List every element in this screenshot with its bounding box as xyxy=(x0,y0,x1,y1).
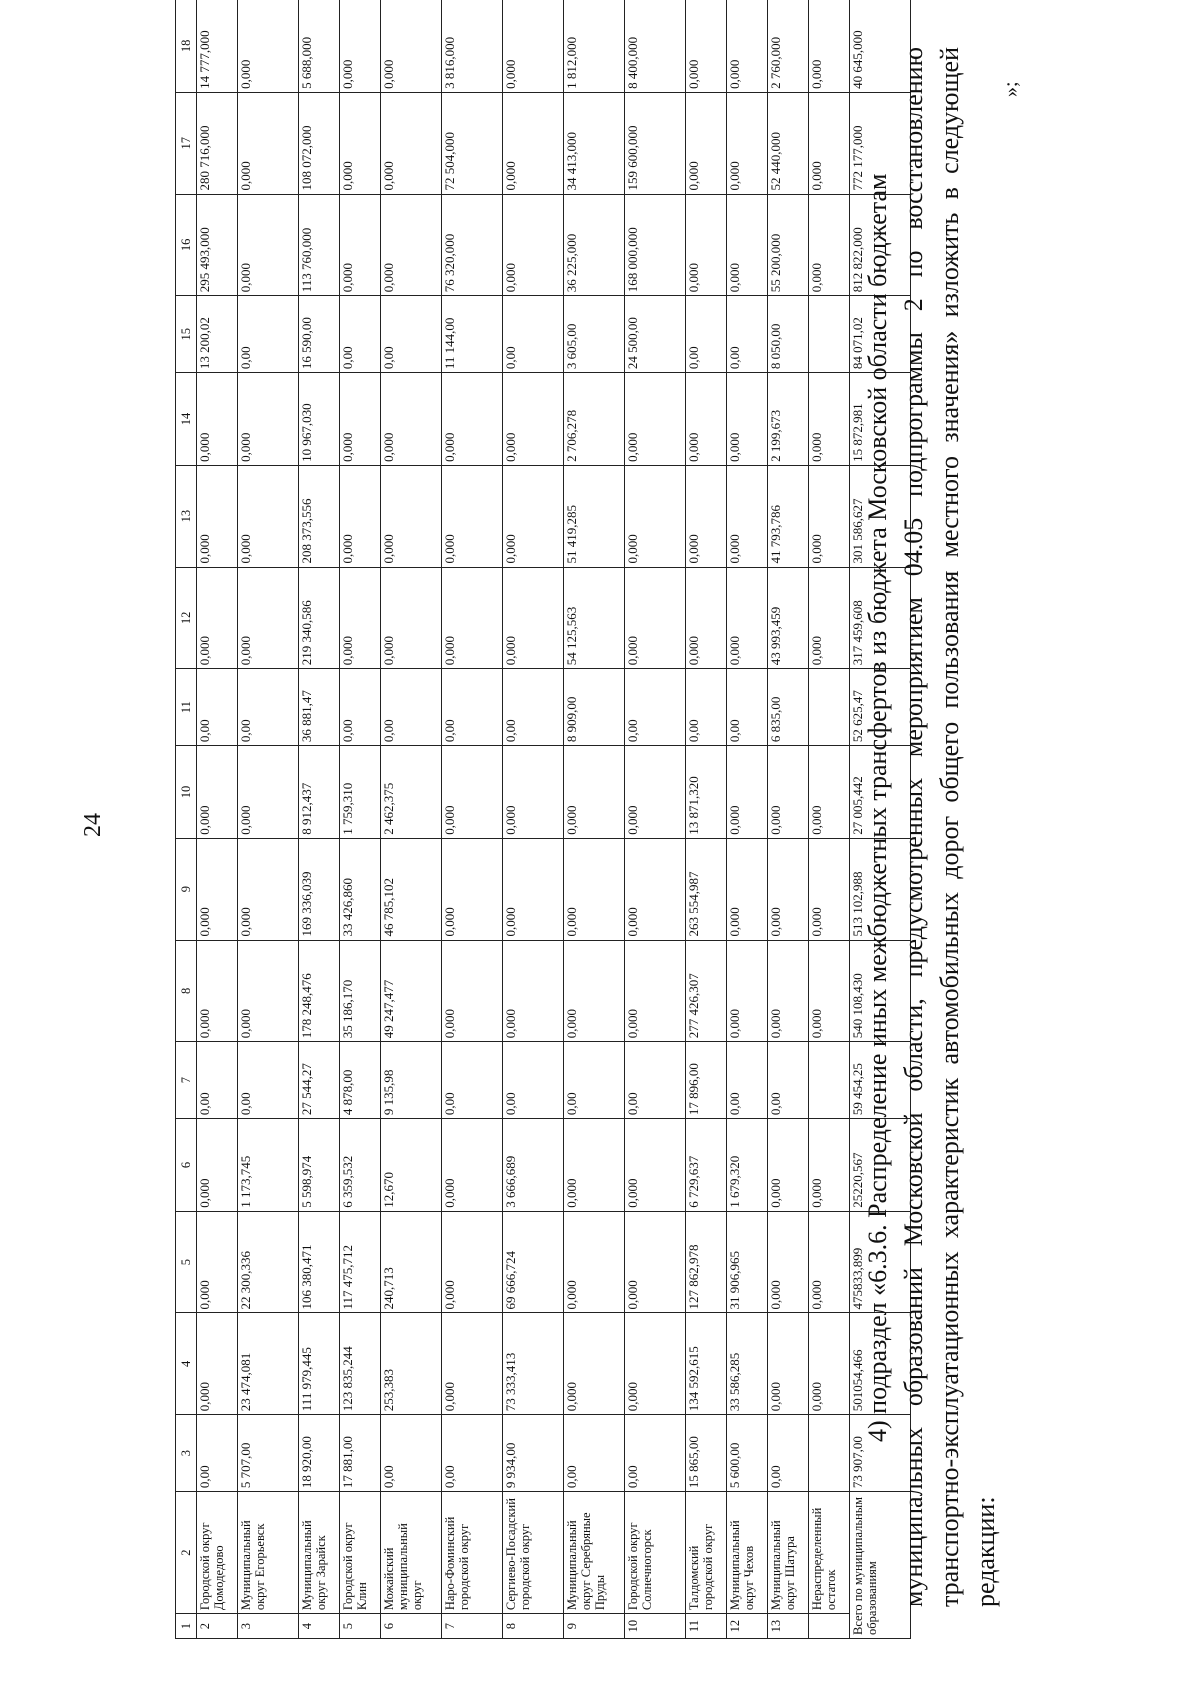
value-cell: 0,000 xyxy=(564,838,625,940)
row-name: Муниципальный округ Чехов xyxy=(727,1492,768,1614)
value-cell: 22 300,336 xyxy=(238,1211,299,1313)
value-cell: 0,00 xyxy=(381,669,442,746)
value-cell: 0,000 xyxy=(340,194,381,296)
value-cell: 0,000 xyxy=(340,0,381,92)
table-row xyxy=(381,0,442,1639)
column-number-header: 10 xyxy=(176,746,197,839)
value-cell: 0,00 xyxy=(727,669,768,746)
value-cell: 0,000 xyxy=(503,940,564,1042)
value-cell: 0,00 xyxy=(564,1415,625,1492)
value-cell: 1 812,000 xyxy=(564,0,625,92)
value-cell: 0,000 xyxy=(625,1313,686,1415)
table-container xyxy=(175,0,911,1639)
value-cell: 0,000 xyxy=(686,92,727,194)
closing-quote-mark: »; xyxy=(1000,81,1022,97)
value-cell: 0,00 xyxy=(442,1042,503,1119)
value-cell: 123 835,244 xyxy=(340,1313,381,1415)
value-cell: 0,000 xyxy=(625,373,686,466)
row-name: Наро-Фоминский городской округ xyxy=(442,1492,503,1614)
value-cell: 0,000 xyxy=(809,1119,850,1212)
column-number-header: 2 xyxy=(176,1492,197,1614)
value-cell: 46 785,102 xyxy=(381,838,442,940)
value-cell: 0,000 xyxy=(238,746,299,839)
value-cell: 3 816,000 xyxy=(442,0,503,92)
row-number: 2 xyxy=(197,1614,238,1639)
value-cell xyxy=(809,1042,850,1119)
value-cell: 0,000 xyxy=(238,92,299,194)
value-cell: 0,000 xyxy=(625,1211,686,1313)
value-cell: 0,000 xyxy=(503,194,564,296)
value-cell: 1 679,320 xyxy=(727,1119,768,1212)
value-cell: 0,000 xyxy=(340,567,381,669)
value-cell: 0,000 xyxy=(727,567,768,669)
value-cell: 0,000 xyxy=(442,1119,503,1212)
value-cell: 0,000 xyxy=(442,746,503,839)
row-name: Городской округ Солнечногорск xyxy=(625,1492,686,1614)
value-cell: 55 200,000 xyxy=(768,194,809,296)
table-row xyxy=(299,0,340,1639)
column-number-header: 6 xyxy=(176,1119,197,1212)
row-name: Нераспределенный остаток xyxy=(809,1492,850,1614)
value-cell: 2 706,278 xyxy=(564,373,625,466)
value-cell: 8 400,000 xyxy=(625,0,686,92)
value-cell: 0,000 xyxy=(809,1211,850,1313)
value-cell: 0,000 xyxy=(809,92,850,194)
row-number: 11 xyxy=(686,1614,727,1639)
page-number: 24 xyxy=(80,813,106,837)
value-cell: 219 340,586 xyxy=(299,567,340,669)
table-row xyxy=(625,0,686,1639)
value-cell: 0,00 xyxy=(686,669,727,746)
column-number-header: 17 xyxy=(176,92,197,194)
value-cell: 0,000 xyxy=(238,194,299,296)
value-cell: 0,000 xyxy=(197,1119,238,1212)
value-cell: 0,000 xyxy=(809,194,850,296)
value-cell: 0,000 xyxy=(768,1313,809,1415)
value-cell: 0,000 xyxy=(238,838,299,940)
value-cell: 0,000 xyxy=(727,0,768,92)
value-cell: 117 475,712 xyxy=(340,1211,381,1313)
value-cell: 2 199,673 xyxy=(768,373,809,466)
value-cell: 0,000 xyxy=(197,1313,238,1415)
value-cell: 49 247,477 xyxy=(381,940,442,1042)
row-number xyxy=(809,1614,850,1639)
value-cell: 280 716,000 xyxy=(197,92,238,194)
value-cell: 72 504,000 xyxy=(442,92,503,194)
row-number: 5 xyxy=(340,1614,381,1639)
value-cell: 0,000 xyxy=(503,92,564,194)
value-cell: 25220,567 xyxy=(850,1119,911,1212)
value-cell: 0,000 xyxy=(727,194,768,296)
column-number-header: 16 xyxy=(176,194,197,296)
paragraph-first-line: 4) подраздел «6.3.6. Распределение иных межбюджетных трансфертов из бюджета Московской области бюджетам xyxy=(863,173,892,1442)
row-number: 7 xyxy=(442,1614,503,1639)
value-cell: 0,000 xyxy=(625,1119,686,1212)
value-cell: 0,000 xyxy=(442,567,503,669)
value-cell: 5 598,974 xyxy=(299,1119,340,1212)
value-cell: 301 586,627 xyxy=(850,465,911,567)
column-number-header: 14 xyxy=(176,373,197,466)
value-cell: 9 135,98 xyxy=(381,1042,442,1119)
value-cell: 13 871,320 xyxy=(686,746,727,839)
value-cell: 277 426,307 xyxy=(686,940,727,1042)
value-cell: 0,000 xyxy=(381,0,442,92)
value-cell: 0,00 xyxy=(340,669,381,746)
value-cell: 127 862,978 xyxy=(686,1211,727,1313)
column-number-header: 11 xyxy=(176,669,197,746)
value-cell: 113 760,000 xyxy=(299,194,340,296)
value-cell: 0,00 xyxy=(381,1415,442,1492)
value-cell: 69 666,724 xyxy=(503,1211,564,1313)
value-cell: 6 835,00 xyxy=(768,669,809,746)
row-name: Муниципальный округ Зарайск xyxy=(299,1492,340,1614)
value-cell: 0,000 xyxy=(727,92,768,194)
value-cell xyxy=(809,669,850,746)
value-cell: 54 125,563 xyxy=(564,567,625,669)
row-name: Талдомский городской округ xyxy=(686,1492,727,1614)
value-cell: 0,000 xyxy=(238,373,299,466)
value-cell: 24 500,00 xyxy=(625,296,686,373)
value-cell: 10 967,030 xyxy=(299,373,340,466)
value-cell: 33 586,285 xyxy=(727,1313,768,1415)
value-cell: 41 793,786 xyxy=(768,465,809,567)
value-cell: 0,000 xyxy=(381,567,442,669)
value-cell: 0,00 xyxy=(503,669,564,746)
value-cell: 0,000 xyxy=(197,465,238,567)
table-row xyxy=(340,0,381,1639)
value-cell: 0,000 xyxy=(727,838,768,940)
value-cell: 17 896,00 xyxy=(686,1042,727,1119)
value-cell: 8 909,00 xyxy=(564,669,625,746)
value-cell: 27 005,442 xyxy=(850,746,911,839)
value-cell: 0,000 xyxy=(686,0,727,92)
value-cell: 0,000 xyxy=(381,194,442,296)
value-cell: 5 688,000 xyxy=(299,0,340,92)
column-number-header: 1 xyxy=(176,1614,197,1639)
row-name: Всего по муниципальным образованиям xyxy=(850,1492,911,1639)
column-number-header: 13 xyxy=(176,465,197,567)
value-cell: 263 554,987 xyxy=(686,838,727,940)
value-cell: 33 426,860 xyxy=(340,838,381,940)
row-number: 10 xyxy=(625,1614,686,1639)
row-number: 13 xyxy=(768,1614,809,1639)
value-cell: 0,000 xyxy=(503,567,564,669)
value-cell: 31 906,965 xyxy=(727,1211,768,1313)
value-cell: 9 934,00 xyxy=(503,1415,564,1492)
value-cell: 111 979,445 xyxy=(299,1313,340,1415)
value-cell: 51 419,285 xyxy=(564,465,625,567)
value-cell: 0,00 xyxy=(381,296,442,373)
value-cell: 0,000 xyxy=(625,567,686,669)
value-cell: 0,000 xyxy=(442,465,503,567)
value-cell: 6 359,532 xyxy=(340,1119,381,1212)
value-cell: 0,000 xyxy=(625,940,686,1042)
value-cell: 0,000 xyxy=(503,746,564,839)
column-number-header: 3 xyxy=(176,1415,197,1492)
column-number-header: 8 xyxy=(176,940,197,1042)
value-cell: 0,00 xyxy=(340,296,381,373)
value-cell: 0,000 xyxy=(809,838,850,940)
value-cell: 6 729,637 xyxy=(686,1119,727,1212)
column-number-header: 15 xyxy=(176,296,197,373)
value-cell: 0,00 xyxy=(564,1042,625,1119)
value-cell: 0,000 xyxy=(768,1211,809,1313)
column-number-header: 4 xyxy=(176,1313,197,1415)
value-cell: 0,00 xyxy=(238,669,299,746)
value-cell: 0,000 xyxy=(197,373,238,466)
value-cell: 0,00 xyxy=(768,1042,809,1119)
value-cell: 0,00 xyxy=(625,1415,686,1492)
value-cell: 0,00 xyxy=(442,1415,503,1492)
value-cell: 0,000 xyxy=(442,1211,503,1313)
value-cell: 16 590,00 xyxy=(299,296,340,373)
value-cell: 0,000 xyxy=(686,373,727,466)
value-cell: 106 380,471 xyxy=(299,1211,340,1313)
row-number: 9 xyxy=(564,1614,625,1639)
value-cell: 812 822,000 xyxy=(850,194,911,296)
row-number: 12 xyxy=(727,1614,768,1639)
value-cell: 0,000 xyxy=(809,1313,850,1415)
value-cell: 0,000 xyxy=(381,373,442,466)
value-cell: 0,000 xyxy=(727,373,768,466)
value-cell: 0,000 xyxy=(197,1211,238,1313)
value-cell: 0,00 xyxy=(625,669,686,746)
value-cell: 0,000 xyxy=(809,940,850,1042)
value-cell: 0,000 xyxy=(625,465,686,567)
value-cell: 13 200,02 xyxy=(197,296,238,373)
value-cell: 0,000 xyxy=(340,373,381,466)
value-cell: 0,000 xyxy=(727,465,768,567)
value-cell: 1 759,310 xyxy=(340,746,381,839)
value-cell: 36 225,000 xyxy=(564,194,625,296)
value-cell: 0,000 xyxy=(727,940,768,1042)
value-cell: 772 177,000 xyxy=(850,92,911,194)
value-cell: 240,713 xyxy=(381,1211,442,1313)
table-row xyxy=(442,0,503,1639)
value-cell: 540 108,430 xyxy=(850,940,911,1042)
value-cell: 4 878,00 xyxy=(340,1042,381,1119)
value-cell: 0,000 xyxy=(340,465,381,567)
table-row xyxy=(686,0,727,1639)
row-name: Городской округ Домодедово xyxy=(197,1492,238,1614)
value-cell: 0,000 xyxy=(238,567,299,669)
value-cell: 0,00 xyxy=(727,296,768,373)
column-number-header: 5 xyxy=(176,1211,197,1313)
value-cell: 0,000 xyxy=(503,373,564,466)
table-row xyxy=(197,0,238,1639)
row-number: 3 xyxy=(238,1614,299,1639)
value-cell: 0,00 xyxy=(768,1415,809,1492)
value-cell: 59 454,25 xyxy=(850,1042,911,1119)
row-name: Муниципальный округ Шатура xyxy=(768,1492,809,1614)
value-cell: 168 000,000 xyxy=(625,194,686,296)
row-name: Муниципальный округ Серебряные Пруды xyxy=(564,1492,625,1614)
value-cell: 108 072,000 xyxy=(299,92,340,194)
value-cell: 0,000 xyxy=(564,746,625,839)
value-cell: 0,00 xyxy=(503,296,564,373)
value-cell: 0,000 xyxy=(809,0,850,92)
value-cell: 0,00 xyxy=(238,1042,299,1119)
value-cell: 0,000 xyxy=(686,194,727,296)
value-cell: 0,000 xyxy=(809,746,850,839)
value-cell: 159 600,000 xyxy=(625,92,686,194)
value-cell: 0,000 xyxy=(442,1313,503,1415)
value-cell: 317 459,608 xyxy=(850,567,911,669)
value-cell: 0,000 xyxy=(238,940,299,1042)
value-cell: 0,000 xyxy=(442,940,503,1042)
value-cell: 23 474,081 xyxy=(238,1313,299,1415)
value-cell: 14 777,000 xyxy=(197,0,238,92)
value-cell: 0,000 xyxy=(564,1119,625,1212)
row-name: Городской округ Клин xyxy=(340,1492,381,1614)
column-number-header: 18 xyxy=(176,0,197,92)
value-cell: 40 645,000 xyxy=(850,0,911,92)
value-cell: 0,000 xyxy=(381,92,442,194)
value-cell: 1 173,745 xyxy=(238,1119,299,1212)
value-cell: 2 462,375 xyxy=(381,746,442,839)
value-cell: 0,000 xyxy=(809,373,850,466)
value-cell: 12,670 xyxy=(381,1119,442,1212)
value-cell: 8 050,00 xyxy=(768,296,809,373)
row-name: Можайский муниципальный округ xyxy=(381,1492,442,1614)
row-number: 8 xyxy=(503,1614,564,1639)
value-cell: 0,000 xyxy=(686,567,727,669)
value-cell: 0,000 xyxy=(768,1119,809,1212)
value-cell: 73 333,413 xyxy=(503,1313,564,1415)
value-cell: 475833,899 xyxy=(850,1211,911,1313)
value-cell: 35 186,170 xyxy=(340,940,381,1042)
value-cell: 0,000 xyxy=(686,465,727,567)
column-number-header: 12 xyxy=(176,567,197,669)
value-cell: 0,000 xyxy=(564,1313,625,1415)
value-cell: 27 544,27 xyxy=(299,1042,340,1119)
value-cell: 169 336,039 xyxy=(299,838,340,940)
table-row xyxy=(727,0,768,1639)
value-cell: 0,00 xyxy=(727,1042,768,1119)
distribution-table xyxy=(175,0,911,1639)
row-number: 4 xyxy=(299,1614,340,1639)
row-number: 6 xyxy=(381,1614,442,1639)
value-cell: 0,000 xyxy=(197,746,238,839)
value-cell: 11 144,00 xyxy=(442,296,503,373)
value-cell: 178 248,476 xyxy=(299,940,340,1042)
value-cell: 3 666,689 xyxy=(503,1119,564,1212)
value-cell: 0,00 xyxy=(197,1415,238,1492)
value-cell: 0,00 xyxy=(625,1042,686,1119)
value-cell: 0,000 xyxy=(625,746,686,839)
table-row xyxy=(564,0,625,1639)
value-cell: 76 320,000 xyxy=(442,194,503,296)
value-cell xyxy=(809,296,850,373)
value-cell: 0,00 xyxy=(197,669,238,746)
value-cell: 0,00 xyxy=(503,1042,564,1119)
value-cell: 513 102,988 xyxy=(850,838,911,940)
value-cell: 17 881,00 xyxy=(340,1415,381,1492)
value-cell: 0,000 xyxy=(768,838,809,940)
value-cell: 0,000 xyxy=(381,465,442,567)
row-name: Муниципальный округ Егорьевск xyxy=(238,1492,299,1614)
value-cell: 15 872,981 xyxy=(850,373,911,466)
value-cell: 8 912,437 xyxy=(299,746,340,839)
value-cell: 73 907,00 xyxy=(850,1415,911,1492)
value-cell: 0,000 xyxy=(442,838,503,940)
value-cell: 253,383 xyxy=(381,1313,442,1415)
value-cell: 52 440,000 xyxy=(768,92,809,194)
column-number-header: 9 xyxy=(176,838,197,940)
value-cell: 0,00 xyxy=(442,669,503,746)
value-cell: 0,000 xyxy=(503,0,564,92)
value-cell: 18 920,00 xyxy=(299,1415,340,1492)
value-cell: 3 605,00 xyxy=(564,296,625,373)
value-cell: 208 373,556 xyxy=(299,465,340,567)
value-cell: 0,000 xyxy=(625,838,686,940)
table-row xyxy=(503,0,564,1639)
value-cell: 43 993,459 xyxy=(768,567,809,669)
value-cell: 0,000 xyxy=(197,567,238,669)
value-cell: 0,000 xyxy=(503,465,564,567)
column-number-header: 7 xyxy=(176,1042,197,1119)
value-cell: 0,000 xyxy=(503,838,564,940)
value-cell: 15 865,00 xyxy=(686,1415,727,1492)
value-cell: 0,000 xyxy=(564,1211,625,1313)
value-cell: 0,000 xyxy=(238,0,299,92)
value-cell: 0,000 xyxy=(727,746,768,839)
value-cell xyxy=(809,1415,850,1492)
value-cell: 0,000 xyxy=(197,838,238,940)
paragraph xyxy=(860,47,1004,1607)
value-cell: 5 707,00 xyxy=(238,1415,299,1492)
value-cell: 5 600,00 xyxy=(727,1415,768,1492)
value-cell: 36 881,47 xyxy=(299,669,340,746)
value-cell: 0,00 xyxy=(197,1042,238,1119)
row-name: Сергиево-Посадский городской округ xyxy=(503,1492,564,1614)
table-row xyxy=(809,0,850,1639)
table-row xyxy=(768,0,809,1639)
value-cell: 0,000 xyxy=(197,940,238,1042)
value-cell: 0,000 xyxy=(238,465,299,567)
value-cell: 52 625,47 xyxy=(850,669,911,746)
value-cell: 0,000 xyxy=(442,373,503,466)
value-cell: 501054,466 xyxy=(850,1313,911,1415)
value-cell: 0,000 xyxy=(809,465,850,567)
value-cell: 34 413,000 xyxy=(564,92,625,194)
value-cell: 0,000 xyxy=(768,940,809,1042)
table-row xyxy=(238,0,299,1639)
value-cell: 0,000 xyxy=(564,940,625,1042)
value-cell: 2 760,000 xyxy=(768,0,809,92)
value-cell: 0,000 xyxy=(340,92,381,194)
value-cell: 0,00 xyxy=(686,296,727,373)
header-row xyxy=(176,0,197,1639)
value-cell: 0,000 xyxy=(809,567,850,669)
value-cell: 295 493,000 xyxy=(197,194,238,296)
value-cell: 0,00 xyxy=(238,296,299,373)
value-cell: 0,000 xyxy=(768,746,809,839)
value-cell: 84 071,02 xyxy=(850,296,911,373)
paragraph-continuation: муниципальных образований Московской области, предусмотренных мероприятием 04.05 подпрограммы 2 по восстановлению транспортно-эксплуатационных характеристик автомобильных дорог общего пользования местного значения» изложить в следующей редакции: xyxy=(899,47,1000,1607)
value-cell: 134 592,615 xyxy=(686,1313,727,1415)
